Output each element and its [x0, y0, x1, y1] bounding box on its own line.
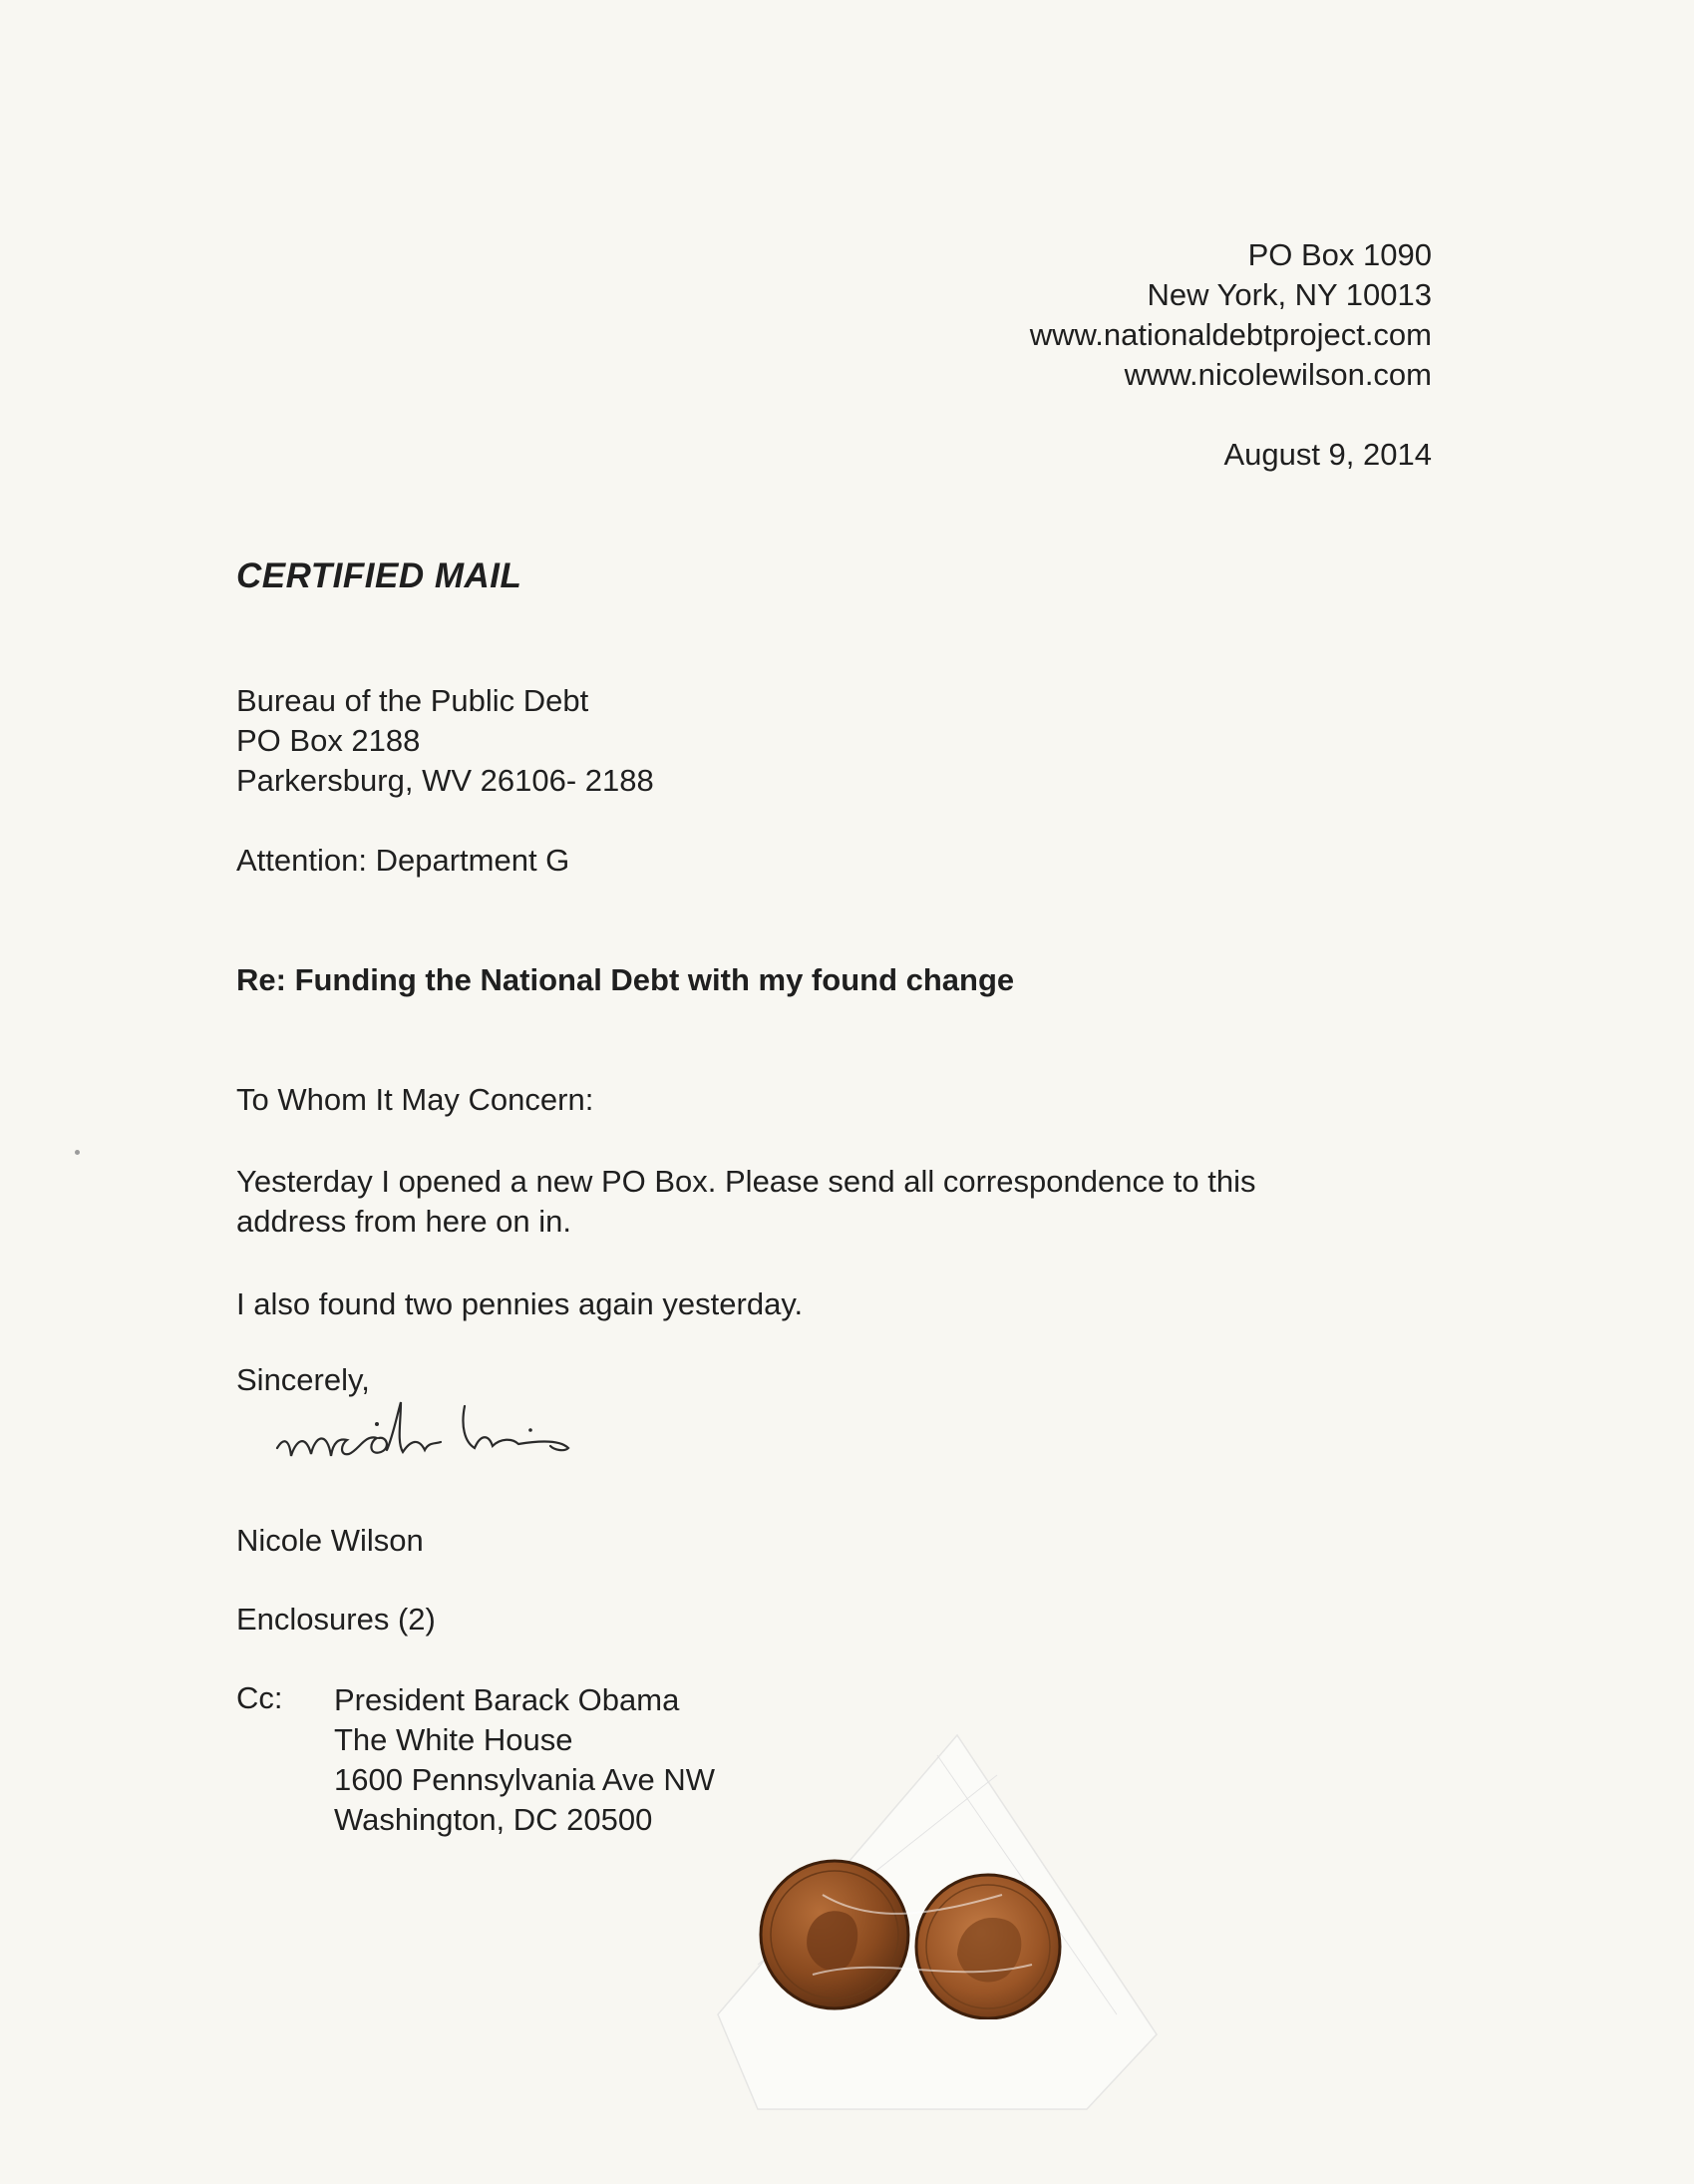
- recipient-line: Parkersburg, WV 26106- 2188: [236, 763, 654, 798]
- taped-pennies: [753, 1855, 1072, 2019]
- recipient-line: PO Box 2188: [236, 723, 421, 758]
- sender-line: PO Box 1090: [1247, 237, 1432, 272]
- sender-website-link[interactable]: www.nationaldebtproject.com: [1029, 317, 1432, 352]
- letter-date: August 9, 2014: [1223, 437, 1432, 472]
- body-paragraph: I also found two pennies again yesterday.: [236, 1286, 804, 1321]
- recipient-line: Bureau of the Public Debt: [236, 683, 589, 718]
- certified-mail-heading: CERTIFIED MAIL: [236, 556, 522, 595]
- sender-website-link[interactable]: www.nicolewilson.com: [1124, 357, 1432, 392]
- salutation: To Whom It May Concern:: [236, 1082, 594, 1117]
- enclosures-note: Enclosures (2): [236, 1602, 436, 1637]
- cc-line: President Barack Obama: [334, 1682, 680, 1717]
- handwritten-signature: [269, 1376, 668, 1486]
- attention-line: Attention: Department G: [236, 843, 570, 878]
- body-line: Yesterday I opened a new PO Box. Please send all correspondence to this: [236, 1164, 1256, 1199]
- subject-line: Re: Funding the National Debt with my found change: [236, 962, 1015, 997]
- body-line: address from here on in.: [236, 1204, 572, 1239]
- cc-label: Cc:: [236, 1680, 283, 1715]
- sender-address: [1030, 235, 1432, 395]
- penny-coin-1: [761, 1861, 908, 2008]
- signer-name: Nicole Wilson: [236, 1523, 424, 1558]
- cc-line: The White House: [334, 1722, 573, 1757]
- recipient-address: [236, 681, 654, 801]
- penny-coin-2: [916, 1875, 1060, 2018]
- closing: Sincerely,: [236, 1362, 370, 1397]
- sender-line: New York, NY 10013: [1147, 277, 1432, 312]
- body-paragraph: [236, 1162, 1383, 1242]
- paper-speck: [75, 1150, 80, 1155]
- cc-address: [334, 1680, 715, 1840]
- cc-line: Washington, DC 20500: [334, 1802, 653, 1837]
- cc-line: 1600 Pennsylvania Ave NW: [334, 1762, 715, 1797]
